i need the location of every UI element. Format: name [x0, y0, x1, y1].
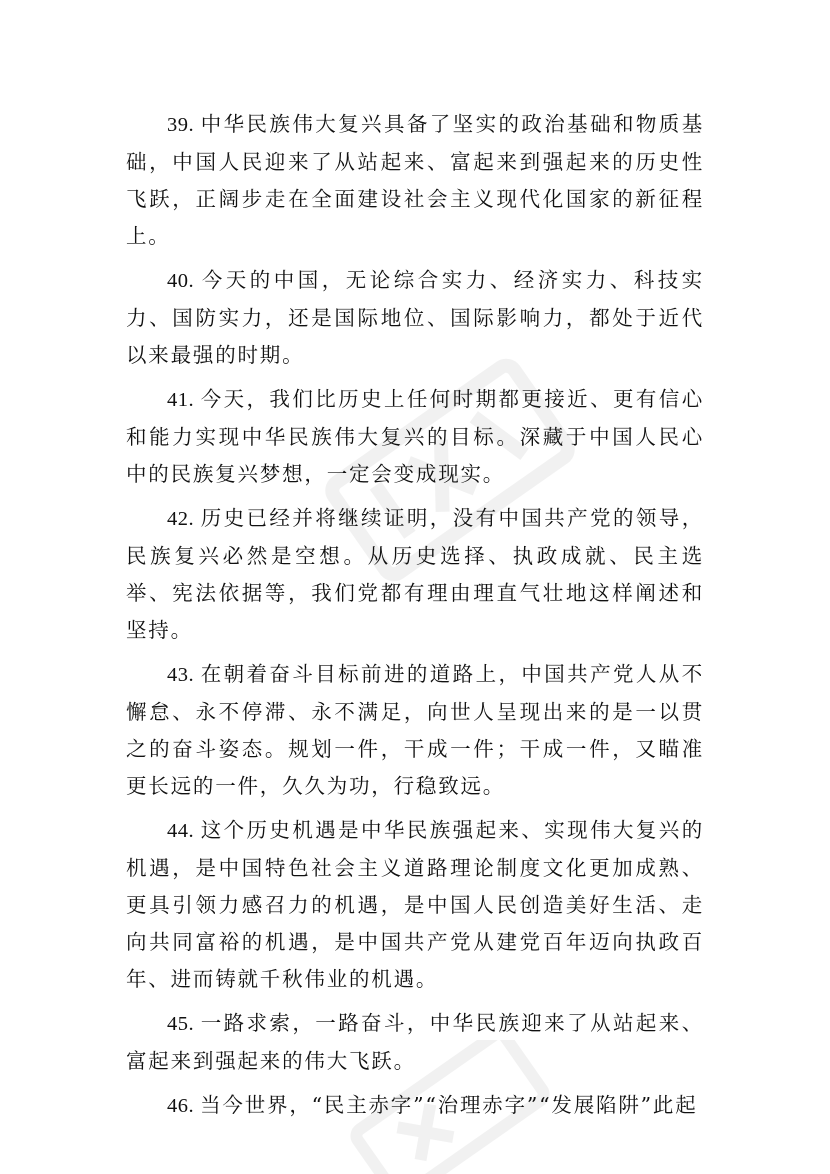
paragraph-number: 44. [167, 820, 195, 842]
paragraph-number: 39. [167, 114, 195, 136]
paragraph-text: 中华民族伟大复兴具备了坚实的政治基础和物质基础，中国人民迎来了从站起来、富起来到强起来的历史性飞跃，正阔步走在全面建设社会主义现代化国家的新征程上。 [126, 112, 704, 248]
paragraph-text: 在朝着奋斗目标前进的道路上，中国共产党人从不懈怠、永不停滞、永不满足，向世人呈现出来的是一以贯之的奋斗姿态。规划一件，干成一件；干成一件，又瞄准更长远的一件，久久为功，行稳致远。 [126, 662, 704, 798]
paragraph-number: 45. [167, 1013, 195, 1035]
paragraph-number: 43. [167, 664, 195, 686]
paragraph-number: 46. [167, 1095, 195, 1117]
paragraph-41 [126, 381, 704, 493]
paragraph-39 [126, 106, 704, 255]
paragraph-44 [126, 812, 704, 998]
paragraph-text: 今天的中国，无论综合实力、经济实力、科技实力、国防实力，还是国际地位、国际影响力，都处于近代以来最强的时期。 [126, 268, 704, 367]
paragraph-text: 一路求索，一路奋斗，中华民族迎来了从站起来、富起来到强起来的伟大飞跃。 [126, 1011, 704, 1073]
paragraph-43 [126, 656, 704, 805]
paragraph-45 [126, 1005, 704, 1080]
document-body [126, 106, 704, 1132]
paragraph-46 [126, 1087, 704, 1125]
paragraph-42 [126, 500, 704, 649]
paragraph-number: 40. [167, 270, 195, 292]
paragraph-number: 41. [167, 389, 195, 411]
paragraph-text: 今天，我们比历史上任何时期都更接近、更有信心和能力实现中华民族伟大复兴的目标。深藏于中国人民心中的民族复兴梦想，一定会变成现实。 [126, 387, 704, 486]
paragraph-text: 历史已经并将继续证明，没有中国共产党的领导，民族复兴必然是空想。从历史选择、执政成就、民主选举、宪法依据等，我们党都有理由理直气壮地这样阐述和坚持。 [126, 506, 704, 642]
paragraph-text: 当今世界，“民主赤字”“治理赤字”“发展陷阱”此起 [200, 1093, 698, 1117]
paragraph-text: 这个历史机遇是中华民族强起来、实现伟大复兴的机遇，是中国特色社会主义道路理论制度文化更加成熟、更具引领力感召力的机遇，是中国人民创造美好生活、走向共同富裕的机遇，是中国共产党从建党百年迈向执政百年、进而铸就千秋伟业的机遇。 [126, 818, 704, 991]
paragraph-40 [126, 262, 704, 374]
paragraph-number: 42. [167, 508, 195, 530]
